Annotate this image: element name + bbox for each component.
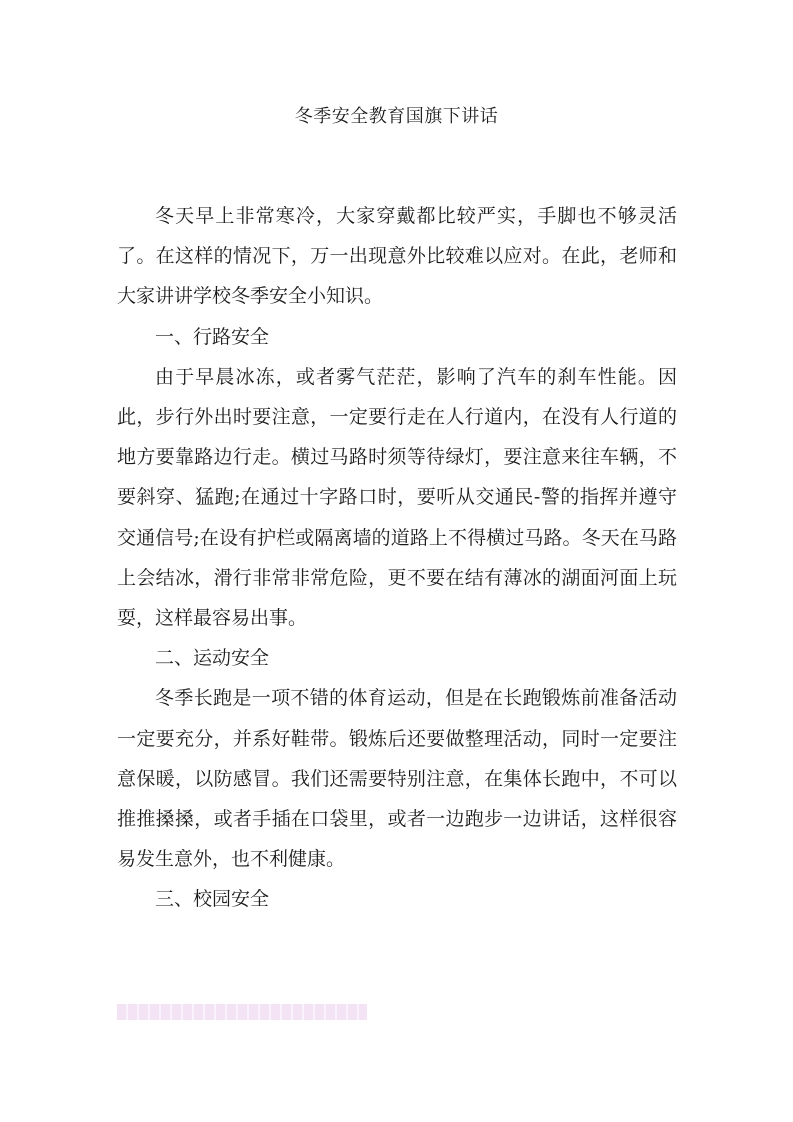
document-body	[117, 196, 677, 920]
section-heading-road-safety: 一、行路安全	[155, 325, 270, 348]
section-heading-sports-safety: 二、运动安全	[155, 647, 270, 670]
document-title: 冬季安全教育国旗下讲话	[294, 106, 499, 127]
section-text-road-safety: 由于早晨冰冻，或者雾气茫茫，影响了汽车的刹车性能。因此，步行外出时要注意，一定要行走在人行道内，在没有人行道的地方要靠路边行走。横过马路时须等待绿灯，要注意来往车辆，不要斜穿、猛跑;在通过十字路口时，要听从交通民-警的指挥并遵守交通信号;在设有护栏或隔离墙的道路上不得横过马路。冬天在马路上会结冰，滑行非常非常危险，更不要在结有薄冰的湖面河面上玩耍，这样最容易出事。	[117, 365, 677, 630]
section-heading-campus-safety: 三、校园安全	[155, 888, 270, 911]
faded-watermark-text	[117, 1004, 367, 1020]
intro-paragraph: 冬天早上非常寒冷，大家穿戴都比较严实，手脚也不够灵活了。在这样的情况下，万一出现意外比较难以应对。在此，老师和大家讲讲学校冬季安全小知识。	[117, 205, 677, 308]
section-text-sports-safety: 冬季长跑是一项不错的体育运动，但是在长跑锻炼前准备活动一定要充分，并系好鞋带。锻炼后还要做整理活动，同时一定要注意保暖，以防感冒。我们还需要特别注意，在集体长跑中，不可以推推搡搡，或者手插在口袋里，或者一边跑步一边讲话，这样很容易发生意外，也不利健康。	[117, 687, 677, 871]
